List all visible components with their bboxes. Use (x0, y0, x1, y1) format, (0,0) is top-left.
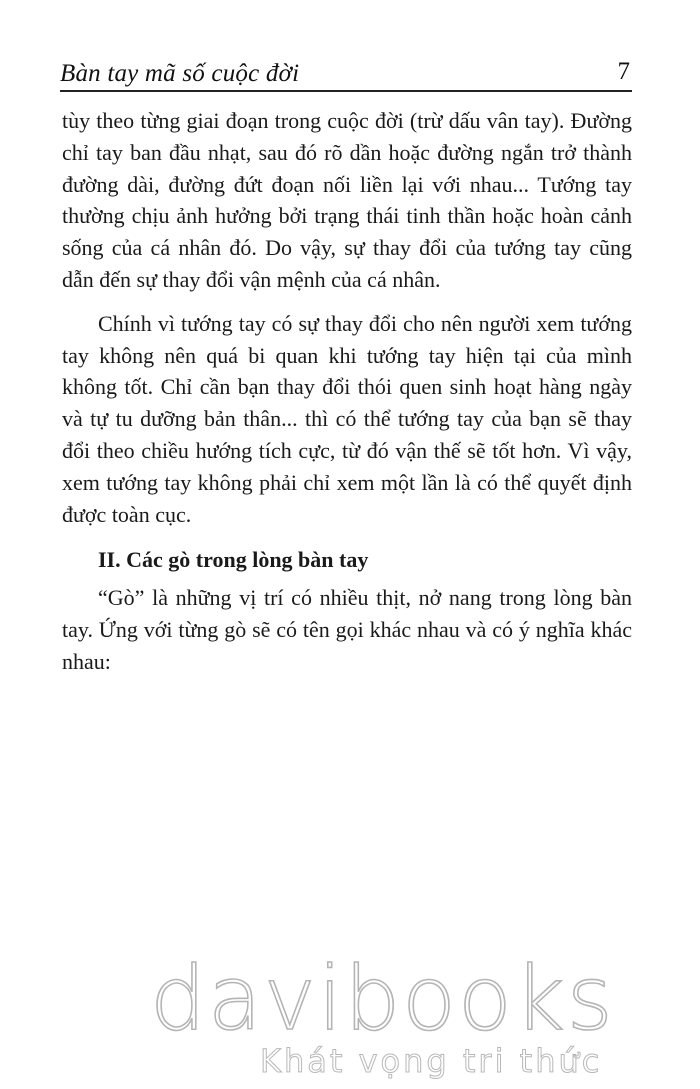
paragraph-mounts-intro: “Gò” là những vị trí có nhiều thịt, nở nang trong lòng bàn tay. Ứng với từng gò sẽ có tên gọi khác nhau và có ý nghĩa khác nhau: (62, 585, 632, 674)
paragraph-hand-changes: Chính vì tướng tay có sự thay đổi cho nên người xem tướng tay không nên quá bi quan khi tướng tay hiện tại của mình không tốt. Chỉ cần bạn thay đổi thói quen sinh hoạt hàng ngày và tự tu dưỡng bản thân... thì có thể tướng tay của bạn sẽ thay đổi theo chiều hướng tích cực, từ đó vận thế sẽ tốt hơn. Vì vậy, xem tướng tay không phải chỉ xem một lần là có thể quyết định được toàn cục. (62, 310, 632, 527)
running-title: Bàn tay mã số cuộc đời (60, 60, 300, 87)
header-rule (60, 90, 632, 92)
section-heading: II. Các gò trong lòng bàn tay (98, 547, 369, 573)
page-body (62, 105, 632, 678)
page-header (60, 52, 632, 92)
paragraph-continued: tùy theo từng giai đoạn trong cuộc đời (trừ dấu vân tay). Đường chỉ tay ban đầu nhạt, sau đó rõ dần hoặc đường ngắn trở thành đường dài, đường đứt đoạn nối liền lại với nhau... Tướng tay thường chịu ảnh hưởng bởi trạng thái tinh thần hoặc hoàn cảnh sống của cá nhân đó. Do vậy, sự thay đổi của tướng tay cũng dẫn đến sự thay đổi vận mệnh của cá nhân. (62, 108, 632, 292)
watermark-brand: davibooks (150, 947, 615, 1050)
page-number: 7 (617, 58, 630, 85)
watermark-tagline: Khát vọng tri thức (260, 1042, 603, 1080)
watermark (150, 947, 650, 1085)
